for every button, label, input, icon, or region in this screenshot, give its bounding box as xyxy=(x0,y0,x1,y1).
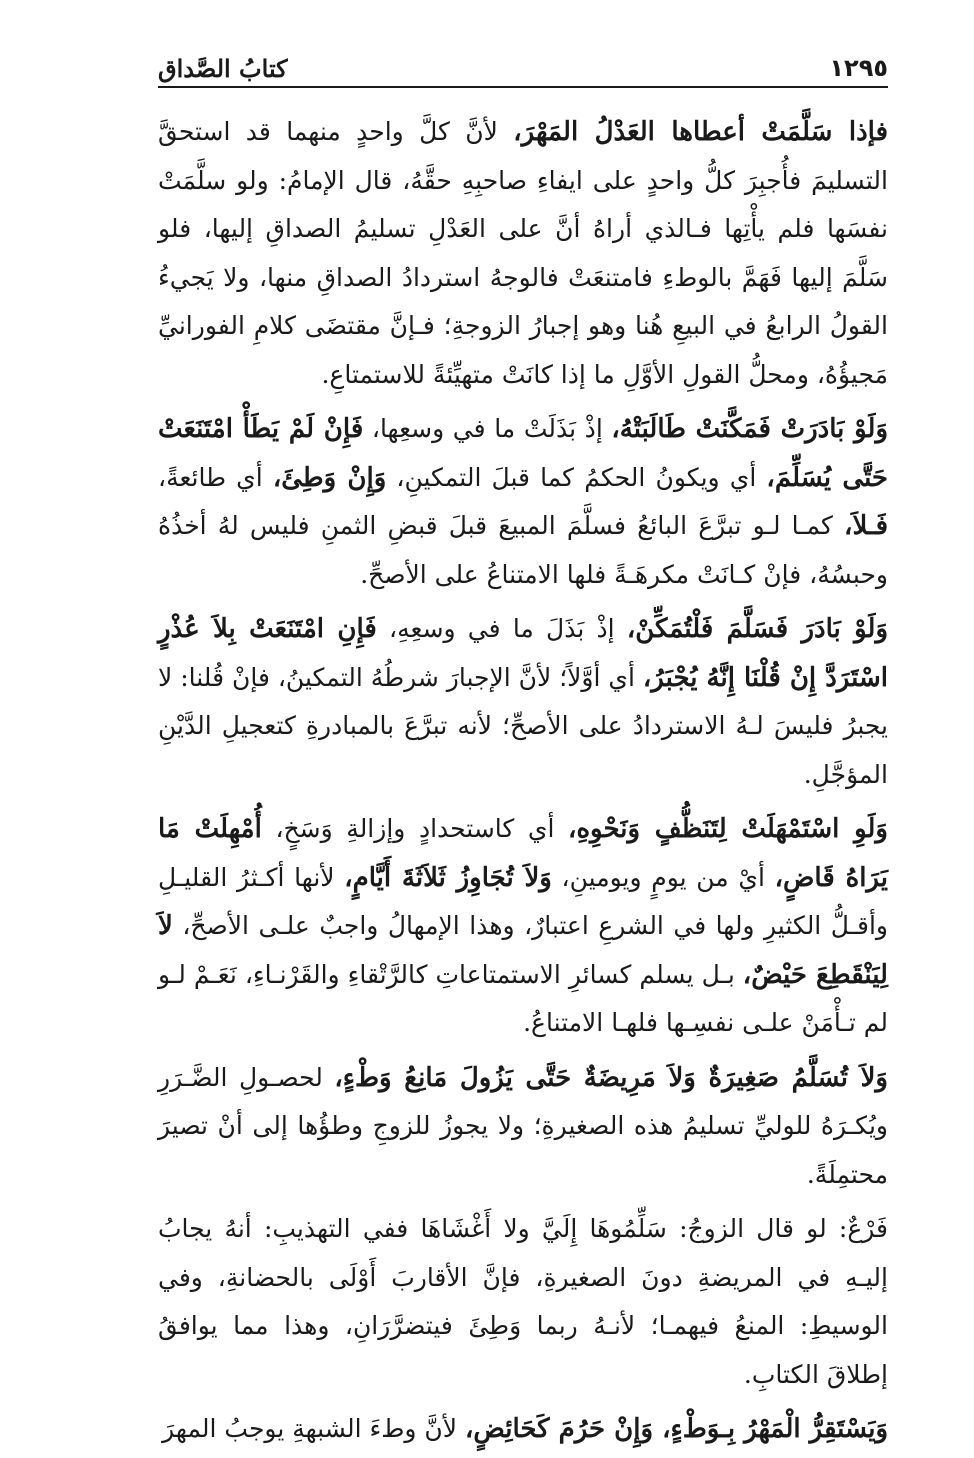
paragraph xyxy=(158,108,888,399)
sharh-text: لأنها أكـثرُ القليـلِ وأقـلُّ الكثيرِ ولها في الشرعِ اعتبارٌ، وهذا الإمهالُ واجبٌ علـى الأصحِّ، xyxy=(158,862,888,940)
sharh-text: لأنَّ وطءَ الشبهةِ يوجبُ المهرَ xyxy=(162,1414,465,1443)
running-header xyxy=(158,40,888,88)
book-title: كتابُ الصَّداق xyxy=(158,54,288,83)
sharh-text: أي كاستحدادٍ وإزالةِ وَسَخٍ، xyxy=(261,814,569,843)
matn-text: أُمْهِلَتْ مَا يَرَاهُ قَاضٍ، xyxy=(158,814,888,893)
paragraph xyxy=(158,805,888,1048)
matn-text: وَلَوْ بَادَرَ فَسَلَّمَ فَلْتُمَكِّنْ، xyxy=(626,614,888,644)
matn-text: فَإِنِ امْتَنَعَتْ بِلاَ عُذْرٍ اسْتَرَدَّ إِنْ قُلْنَا إِنَّهُ يُجْبَرُ، xyxy=(158,614,888,693)
page-number: ١٢٩٥ xyxy=(829,54,888,82)
sharh-text: أي ويكونُ الحكمُ كما قبلَ التمكينِ، xyxy=(386,462,767,492)
page xyxy=(158,40,888,1458)
paragraph xyxy=(158,1405,888,1454)
sharh-text: أي طائعةً، xyxy=(158,462,273,492)
sharh-text: لحصـولِ الضَّـرَرِ ويُكـرَهُ للوليِّ تسليمُ هذه الصغيرةِ؛ ولا يجوزُ للزوجِ وطؤُها إلى أنْ تصيرَ محتمِلَةً. xyxy=(158,1062,888,1189)
paragraph xyxy=(158,1054,888,1200)
matn-text: وَيَسْتَقِرُّ الْمَهْرُ بِـوَطْءٍ، وَإِنْ حَرُمَ كَحَائِضٍ، xyxy=(465,1414,888,1444)
sharh-text: لأنَّ كلَّ واحدٍ منهما قد استحقَّ التسليمَ فأُجبِرَ كلُّ واحدٍ على ايفاءِ صاحبِهِ حقَّهُ، قال الإمامُ: ولو سلَّمَتْ نفسَها فلم يأْتِها فـالذي أراهُ أنَّ على العَدْلِ تسليمُ الصداقِ إليها، فلو سَلَّمَ إليها فَهَمَّ بالوطءِ فامتنعَتْ فالوجهُ استردادُ الصداقِ منها، ولا يَجيءُ القولُ الرابعُ في البيعِ هُنا وهو إجبارُ الزوجةِ؛ فـإنَّ مقتضَى كلامِ الفورانيِّ مَجيؤُهُ، ومحلُّ القولِ الأوَّلِ ما إذا كانَتْ متهيِّئةً للاستمتاعِ. xyxy=(158,117,888,389)
sharh-text: بـل يسلم كسائرِ الاستمتاعاتِ كالرَّتْقاءِ والقَرْنـاءِ، نَعَـمْ لـو لم تـأْمَنْ علـى نفسِـها فلهـا الامتناعُ. xyxy=(158,959,888,1037)
matn-text: فإذا سَلَّمَتْ أعطاها العَدْلُ المَهْرَ، xyxy=(513,117,888,147)
paragraph xyxy=(158,1205,888,1399)
matn-text: وَلَوِ اسْتَمْهَلَتْ لِتَنَظُّفٍ وَنَحْوِهِ، xyxy=(568,814,888,844)
sharh-text: أي أوَّلاً؛ لأنَّ الإجبارَ شرطُهُ التمكينُ، فإنْ قُلنا: لا يجبرُ فليسَ لـهُ الاستردادُ على الأصحِّ؛ لأنه تبرَّعَ بالمبادرةِ كتعجيلِ الدَّيْنِ المؤجَّلِ. xyxy=(158,662,888,789)
sharh-text: أيْ من يومٍ ويومينِ، xyxy=(551,862,775,892)
page-body xyxy=(158,108,888,1454)
sharh-text: كمـا لـو تبرَّعَ البائعُ فسلَّمَ المبيعَ قبلَ قبضِ الثمنِ فليس لهُ أخذُهُ وحبسُهُ، فإنْ كـانَتْ مكرهَـةً فلها الامتناعُ على الأصحِّ. xyxy=(158,511,888,589)
matn-text: وَلاَ تُسَلَّمُ صَغِيرَةٌ وَلاَ مَرِيضَةٌ حَتَّى يَزُولَ مَانِعُ وَطْءٍ، xyxy=(334,1062,888,1093)
matn-text: وَإِنْ وَطِئَ، xyxy=(272,462,387,493)
sharh-text: إذْ بَذَلَتْ ما في وسعِها، xyxy=(363,414,612,443)
matn-text: فَإِنْ لَمْ يَطَأْ امْتَنَعَتْ حَتَّى يُسَلِّمَ، xyxy=(158,414,888,493)
matn-text: فَـلاَ، xyxy=(844,511,888,541)
paragraph xyxy=(158,605,888,799)
sharh-text: إذْ بَذَلَ ما في وسعِهِ، xyxy=(376,614,627,643)
paragraph xyxy=(158,405,888,599)
matn-text: وَلاَ تُجَاوِزُ ثَلاَثَةَ أَيَّامٍ، xyxy=(344,862,552,893)
matn-text: وَلَوْ بَادَرَتْ فَمَكَّنَتْ طَالَبَتْهُ، xyxy=(611,414,888,444)
matn-text: لاَ لِيَنْقَطِعَ حَيْضٌ، xyxy=(158,911,888,990)
sharh-text: فَرْعٌ: لو قال الزوجُ: سَلِّمُوهَا إِلَيَّ ولا أَغْشَاهَا ففي التهذيبِ: أنهُ يجابُ إليـهِ في المريضةِ دونَ الصغيرةِ، فإنَّ الأقاربَ أَوْلَى بالحضانةِ، وفي الوسيطِ: المنعُ فيهمـا؛ لأنـهُ ربما وَطِئَ فيتضرَّرَانِ، وهذا مما يوافقُ إطلاقَ الكتابِ. xyxy=(158,1214,888,1389)
